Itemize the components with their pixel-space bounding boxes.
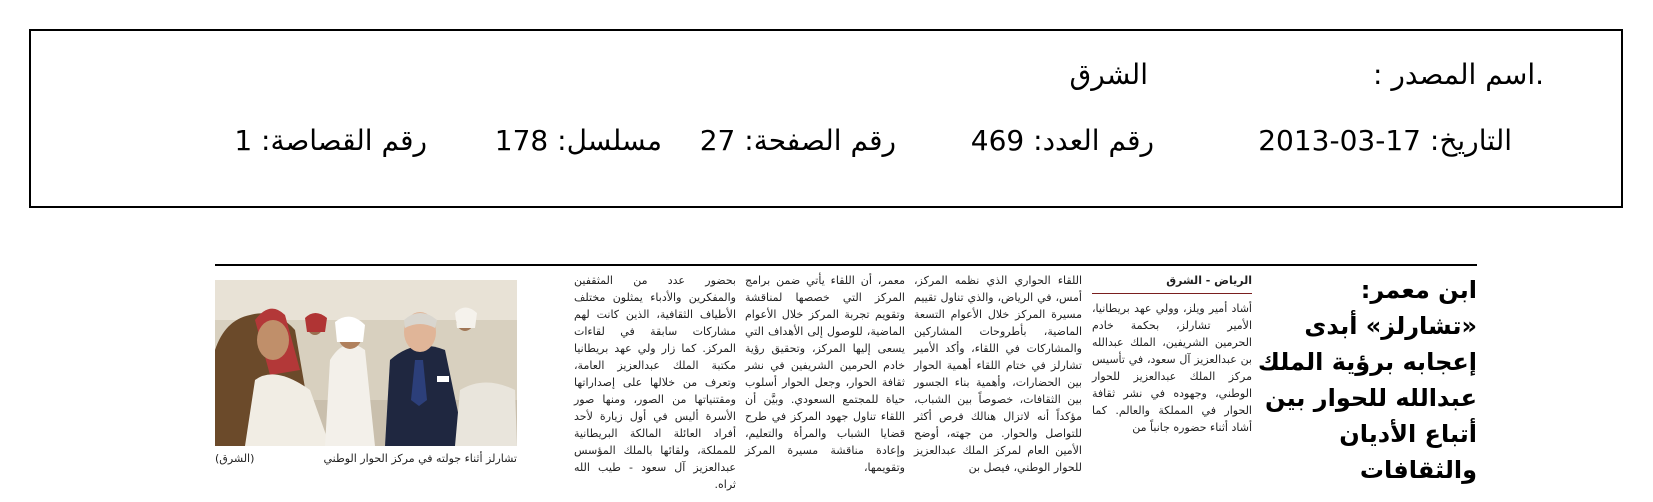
article-column-2 <box>914 272 1082 482</box>
article-top-rule <box>215 264 1477 266</box>
column-2-text: اللقاء الحواري الذي نظمه المركز، أمس، في الرياض، والذي تناول تقييم مسيرة المركز خلال الأعوام التسعة الماضية، بأطروحات المشاركين والمشاركات في اللقاء، وأكد الأمير تشارلز في ختام اللقاء أهمية الحوار بين الحضارات، وأهمية بناء الجسور بين الثقافات، خصوصاً بين الشباب، مؤكداً أنه لاتزال هنالك فرص أكثر للتواصل والحوار. من جهته، أوضح الأمين العام لمركز الملك عبدالعزيز للحوار الوطني، فيصل بن <box>914 274 1082 474</box>
serial-field: مسلسل: 178 <box>494 124 662 157</box>
source-value: الشرق <box>1069 58 1148 91</box>
source-label: .اسم المصدر : <box>1372 58 1544 91</box>
photo-credit: (الشرق) <box>215 452 255 465</box>
column-1-text: أشاد أمير ويلز، وولي عهد بريطانيا، الأمير تشارلز، بحكمة خادم الحرمين الشريفين، الملك عبدالله بن عبدالعزيز آل سعود، في تأسيس مركز الملك عبدالعزيز للحوار الوطني، وجهوده في نشر ثقافة الحوار في المملكة والعالم. كما أشاد أثناء حضوره جانباً من <box>1092 302 1252 434</box>
column-4-text: بحضور عدد من المثقفين والمفكرين والأدباء يمثلون مختلف الأطياف الثقافية، الذين كانت لهم مشاركات سابقة في لقاءات المركز. كما زار ولي عهد بريطانيا مكتبة الملك عبدالعزيز العامة، وتعرف من خلالها على إصداراتها ومقتنياتها من الصور، ومنها صور الأسرة أليس في أول زيارة لأحد أفراد العائلة المالكة البريطانية للمملكة، ولقائها بالملك المؤسس عبدالعزيز آل سعود - طيب الله ثراه. <box>574 274 736 491</box>
clip-number-field: رقم القصاصة: 1 <box>234 124 427 157</box>
article-headline: ابن معمر: «تشارلز» أبدى إعجابه برؤية الملك عبدالله للحوار بين أتباع الأديان والثقافات <box>1257 276 1477 484</box>
page-number-field: رقم الصفحة: 27 <box>699 124 896 157</box>
column-3-text: معمر، أن اللقاء يأتي ضمن برامج المركز التي خصصها لمناقشة وتقويم تجربة المركز خلال الأعوام الماضية، للوصول إلى الأهداف التي يسعى إليها المركز، وتحقيق رؤية خادم الحرمين الشريفين في نشر ثقافة الحوار، وجعل الحوار أسلوب حياة للمجتمع السعودي. وبيَّن أن اللقاء تناول جهود المركز في طرح قضايا الشباب والمرأة والتعليم، وإعادة مناقشة مسيرة المركز وتقويمها، <box>745 274 905 474</box>
photo-caption-row <box>215 452 517 465</box>
article-byline: الرياض - الشرق <box>1092 272 1252 294</box>
date-field: التاريخ: 17-03-2013 <box>1258 124 1512 157</box>
article-column-1 <box>1092 272 1252 482</box>
photo-caption: تشارلز أثناء جولته في مركز الحوار الوطني <box>323 452 517 465</box>
photo-illustration <box>215 280 517 446</box>
article-column-4 <box>574 272 736 491</box>
article-photo <box>215 280 517 446</box>
issue-number-field: رقم العدد: 469 <box>970 124 1154 157</box>
clipping-metadata-box <box>29 29 1623 208</box>
article-column-3 <box>745 272 905 482</box>
